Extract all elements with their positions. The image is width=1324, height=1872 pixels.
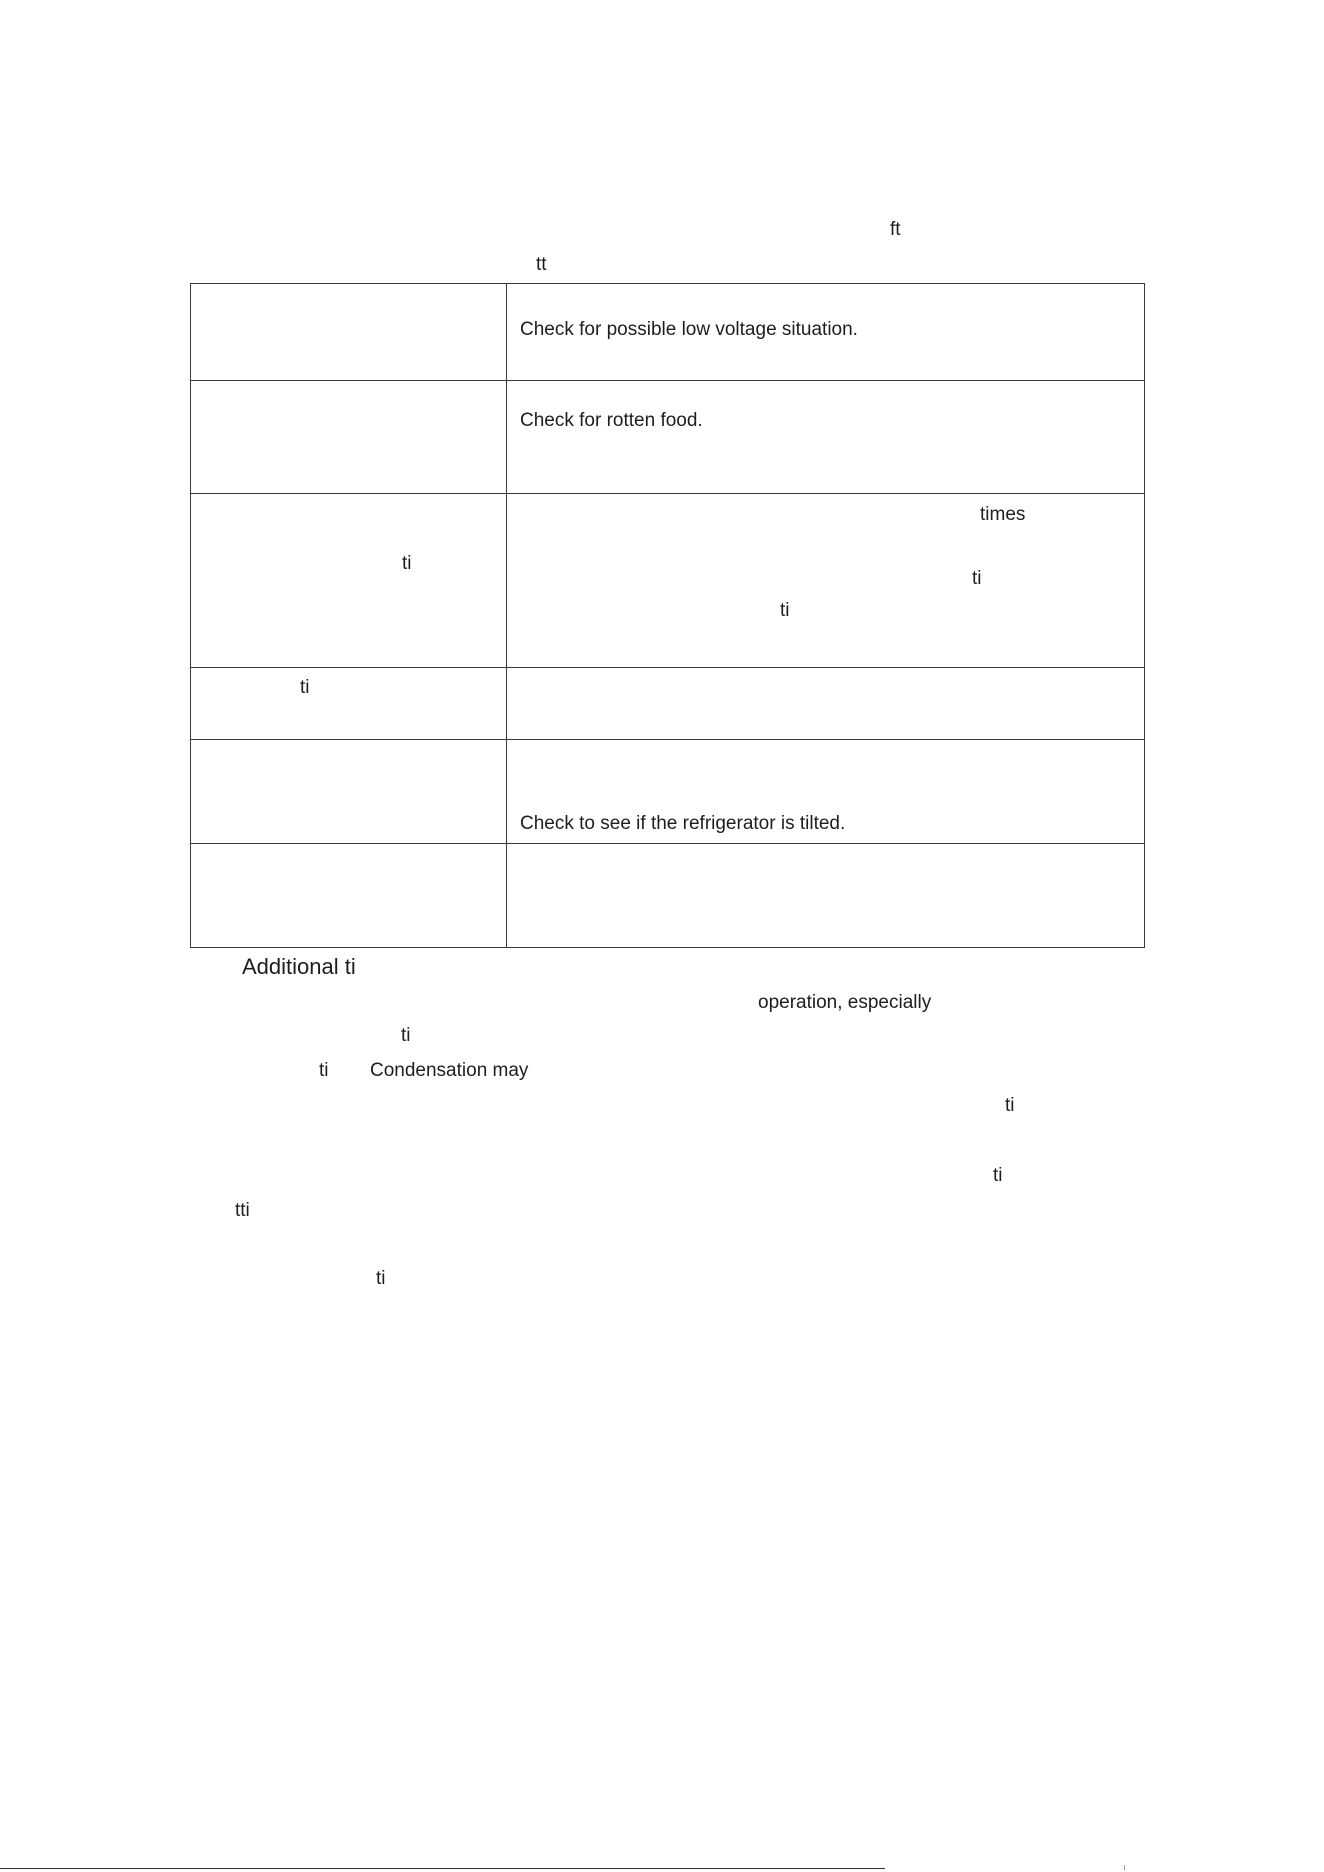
table-cell-problem — [191, 740, 507, 843]
table-row — [191, 844, 1144, 947]
text-fragment: ti — [300, 677, 310, 698]
footer-rule — [0, 1868, 885, 1869]
text-fragment: ti — [780, 600, 790, 621]
text-fragment: ti — [319, 1060, 329, 1081]
text-fragment: Check to see if the refrigerator is tilted. — [520, 813, 846, 834]
text-fragment: ti — [402, 553, 412, 574]
table-cell-solution — [507, 844, 1144, 947]
table-cell-problem — [191, 668, 507, 739]
table-row — [191, 494, 1144, 668]
text-fragment: ti — [376, 1268, 386, 1289]
text-fragment: ft — [890, 219, 901, 240]
text-fragment: ti — [972, 568, 982, 589]
table-cell-problem — [191, 494, 507, 667]
footer-mark — [1124, 1865, 1125, 1870]
table-cell-problem — [191, 381, 507, 493]
text-fragment: Check for possible low voltage situation. — [520, 319, 858, 340]
table-row — [191, 284, 1144, 381]
text-fragment: ti — [401, 1025, 411, 1046]
table-row — [191, 740, 1144, 844]
table-cell-solution — [507, 740, 1144, 843]
text-fragment: tt — [536, 254, 547, 275]
table-row — [191, 668, 1144, 740]
text-fragment: ti — [993, 1165, 1003, 1186]
text-fragment: Check for rotten food. — [520, 410, 703, 431]
text-fragment: Condensation may — [370, 1060, 529, 1081]
text-fragment: times — [980, 504, 1026, 525]
table-cell-solution — [507, 494, 1144, 667]
table-cell-solution — [507, 381, 1144, 493]
table-cell-problem — [191, 284, 507, 380]
table-row — [191, 381, 1144, 494]
text-fragment: operation, especially — [758, 992, 932, 1013]
troubleshooting-table — [190, 283, 1145, 948]
table-cell-solution — [507, 284, 1144, 380]
text-fragment: ti — [1005, 1095, 1015, 1116]
section-heading: Additional ti — [242, 954, 356, 979]
text-fragment: tti — [235, 1200, 250, 1221]
table-cell-problem — [191, 844, 507, 947]
table-cell-solution — [507, 668, 1144, 739]
